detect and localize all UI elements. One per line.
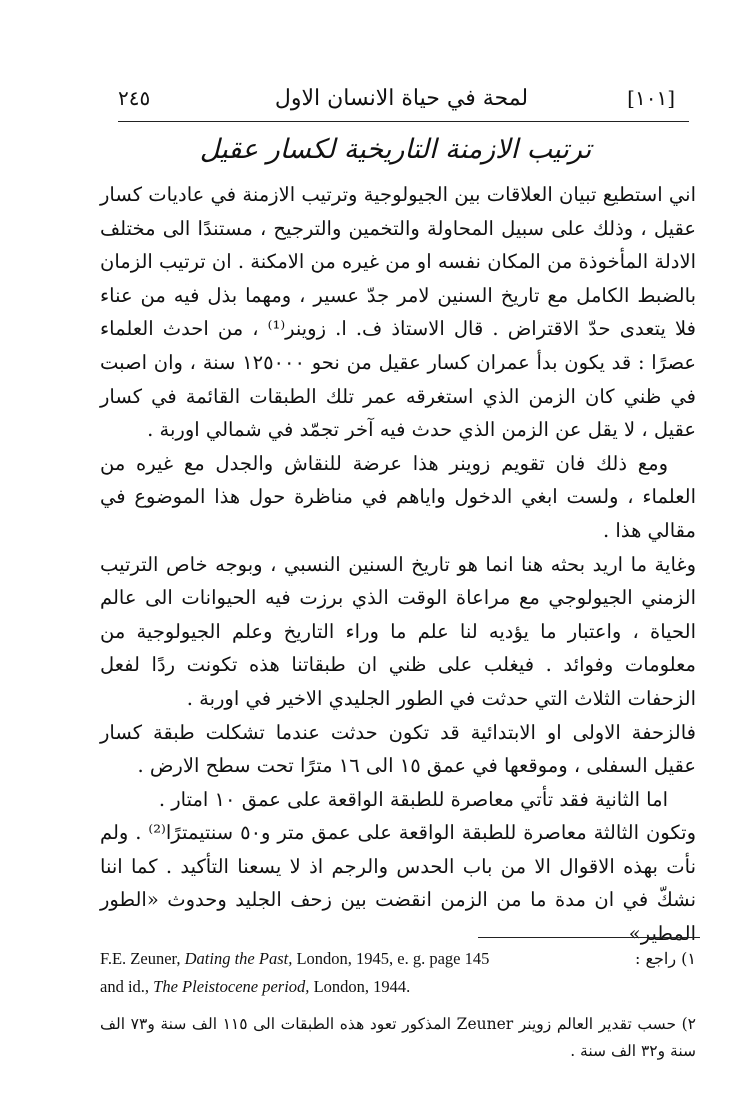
paragraph: اني استطيع تبيان العلاقات بين الجيولوجية وترتيب الازمنة في عاديات كسار عقيل ، وذلك على سبيل المحاولة والتخمين والترجيح ، مستندًا الى مختلف الادلة المأخوذة من المكان نفسه او من غيره من الامكنة . ان ترتيب الزمان بالضبط الكامل مع تاريخ السنين لامر جدّ عسير ، ومهما بذل فيه من عناء فلا يتعدى حدّ الاقتراض . قال الاستاذ ف. ا. زوينر⁽¹⁾ ، من احدث العلماء عصرًا : قد يكون بدأ عمران كسار عقيل من نحو ١٢٥٠٠٠ سنة ، وان اصبت في ظني كان الزمن الذي استغرقه عمر تلك الطبقات القائمة في كسار عقيل ، لا يقل عن الزمن الذي حدث فيه آخر تجمّد في شمالي اوربة . — [100, 183, 696, 442]
plate-number: [١٠١] — [627, 86, 675, 110]
footnote-1-line2-rest: London, 1944. — [313, 977, 411, 996]
running-title: لمحة في حياة الانسان الاول — [274, 86, 529, 111]
paragraph: ومع ذلك فان تقويم زوينر هذا عرضة للنقاش والجدل مع غيره من العلماء ، ولست ابغي الدخول واياهم في مناظرة حول هذا الموضوع في مقالي هذا . — [100, 451, 696, 542]
page-number: ٢٤٥ — [118, 86, 151, 110]
footnote-1-rest: London, 1945, e. g. page 145 — [296, 949, 490, 968]
footnote-rule — [478, 937, 700, 938]
footnote-1-marker: ١) راجع : — [635, 949, 696, 968]
paragraph: وغاية ما اريد بحثه هنا انما هو تاريخ السنين النسبي ، وبوجه خاص الترتيب الزمني الجيولوجي مع مراعاة الوقت الذي برزت فيه الحيوانات الى عالم الحياة ، واعتبار ما يؤديه لنا علم ما وراء التاريخ وعلم الجيولوجية من معلومات وفوائد . فيغلب على ظني ان طبقاتنا هذه تكونت ردًا لفعل الزحفات الثلاث التي حدثت في الطور الجليدي الاخير في اوربة . — [100, 552, 696, 710]
header-rule — [118, 121, 689, 122]
footnote-1-line2-prefix: and id., — [100, 977, 150, 996]
footnote-1-book: Dating the Past, — [184, 949, 293, 968]
footnote-1-line2-book: The Pleistocene period, — [153, 977, 310, 996]
section-title: ترتيب الازمنة التاريخية لكسار عقيل — [199, 134, 592, 165]
footnote-1-author: F.E. Zeuner, — [100, 949, 181, 968]
running-header — [110, 82, 693, 118]
footnote-1-line-1 — [100, 945, 696, 973]
body-text — [100, 178, 696, 951]
paragraph: وتكون الثالثة معاصرة للطبقة الواقعة على عمق متر و٥٠ سنتيمترًا⁽²⁾ . ولم نأت بهذه الاقوال الا من باب الحدس والرجم اذ لا يسعنا التأكيد . كما اننا نشكّ في ان مدة ما من الزمن انقضت بين زحف الجليد وحدوث «الطور المطير» — [100, 821, 696, 946]
footnotes — [100, 945, 696, 1065]
footnote-1-line-2 — [100, 973, 696, 1001]
paragraph: اما الثانية فقد تأتي معاصرة للطبقة الواقعة على عمق ١٠ امتار . — [158, 787, 668, 811]
footnote-2: ٢) حسب تقدير العالم زوينر Zeuner المذكور تعود هذه الطبقات الى ١١٥ الف سنة و٧٣ الف سنة و٣٢ الف سنة . — [100, 1015, 696, 1060]
paragraph: فالزحفة الاولى او الابتدائية قد تكون حدثت عندما تشكلت طبقة كسار عقيل السفلى ، وموقعها في عمق ١٥ الى ١٦ مترًا تحت سطح الارض . — [100, 720, 696, 778]
